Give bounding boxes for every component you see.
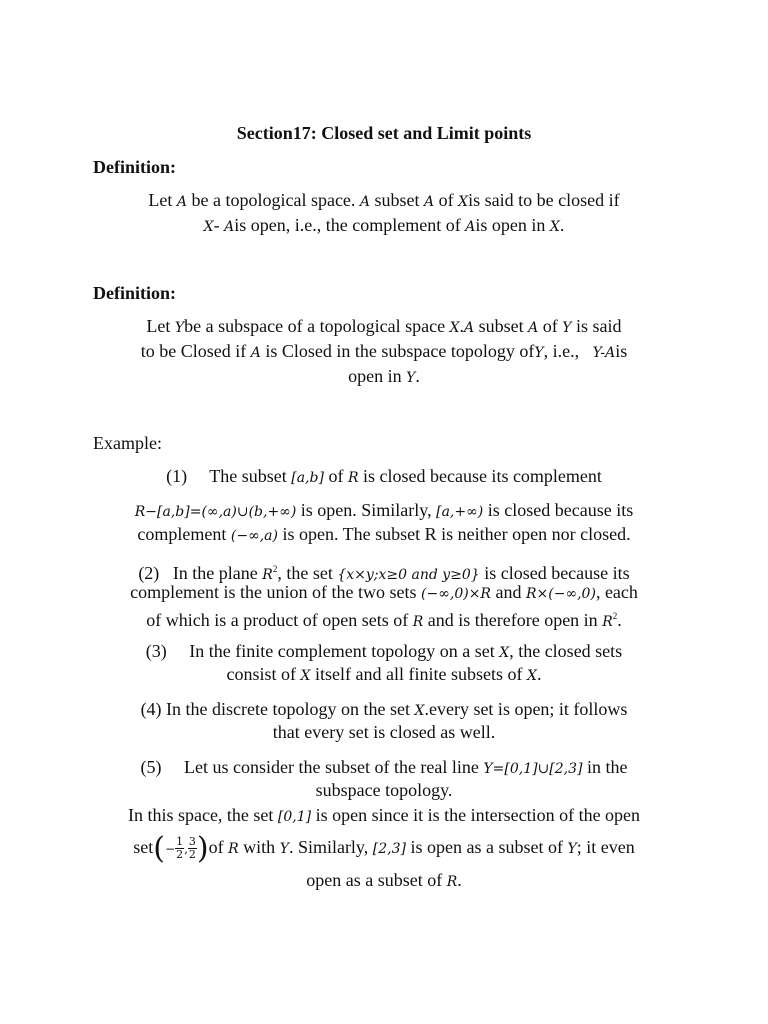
denominator: 2 (176, 848, 184, 862)
example-5-line-1 (0, 756, 768, 780)
text: with (243, 837, 276, 857)
example-1-line-3 (0, 523, 768, 547)
text: Let us consider the subset of the real line (183, 757, 479, 777)
text: .every set is open; it follows (424, 699, 628, 719)
text: is (615, 341, 628, 361)
text: . (617, 610, 622, 630)
text: complement (137, 524, 227, 544)
example-2-line-2 (0, 581, 768, 605)
math-complement-expression: R−[a,b]=(∞,a)∪(b,+∞) (134, 504, 297, 520)
math-A: A (359, 194, 371, 210)
math-Y: Y (406, 370, 416, 386)
math-R: R (347, 470, 359, 486)
math-X: X (449, 320, 460, 336)
text: Let (146, 316, 171, 336)
text: In this space, the set (127, 805, 274, 825)
math-interval-neg-inf-a: (−∞,a) (230, 528, 278, 544)
text: is open. Similarly, (300, 500, 432, 520)
numerator: 3 (188, 835, 196, 849)
math-interval-a-inf: [a,+∞) (436, 504, 484, 520)
text: subset (478, 316, 524, 336)
text: , each (595, 582, 638, 602)
math-X: X (203, 219, 214, 235)
math-interval-ab: [a,b] (291, 470, 324, 486)
example-1-line-1 (0, 465, 768, 489)
numerator: 1 (176, 835, 184, 849)
text: - (213, 215, 220, 235)
text: . (459, 316, 465, 336)
math-Y: Y (534, 345, 544, 361)
text: is said to be closed if (468, 190, 620, 210)
math-A: A (224, 219, 235, 235)
math-R: R (228, 841, 239, 857)
text: of which is a product of open sets of (146, 610, 409, 630)
text: . Similarly, (288, 837, 369, 857)
example-5-line-2: subspace topology. (315, 780, 453, 800)
text: is closed because its (484, 563, 630, 583)
text: is closed because its complement (362, 466, 602, 486)
math-minus: − (165, 842, 176, 856)
math-R: R (446, 874, 458, 890)
definition-1-line-1 (0, 189, 768, 213)
text: . (536, 664, 542, 684)
text: . (415, 366, 420, 386)
math-set-1: (−∞,0)×R (421, 586, 491, 602)
math-set-2: R×(−∞,0) (525, 586, 596, 602)
text: and is therefore open in (427, 610, 598, 630)
text: in the (587, 757, 628, 777)
math-superscript-2: 2 (272, 564, 278, 574)
text: of (438, 190, 454, 210)
example-2-line-3 (0, 605, 768, 633)
text: . (457, 870, 462, 890)
text: In the plane (172, 563, 258, 583)
denominator: 2 (188, 848, 196, 862)
text: be a subspace of a topological space (184, 316, 446, 336)
math-Y: Y (567, 841, 577, 857)
definition-heading-1: Definition: (93, 157, 176, 177)
text: to be Closed if (140, 341, 247, 361)
math-superscript-2: 2 (612, 611, 618, 621)
text: set (133, 837, 154, 857)
math-R: R (262, 567, 273, 583)
math-interval-23: [2,3] (372, 841, 406, 857)
text: is open in (475, 215, 546, 235)
text: In the finite complement topology on a set (189, 641, 495, 661)
example-4-line-2: that every set is closed as well. (272, 722, 496, 742)
math-Y: Y (562, 320, 572, 336)
page-title: Section17: Closed set and Limit points (236, 123, 532, 143)
text: is open. The subset R is neither open nor closed. (282, 524, 631, 544)
text: and (495, 582, 522, 602)
math-open-paren: ( (153, 830, 166, 866)
text: open in (348, 366, 402, 386)
definition-heading-2: Definition: (93, 283, 176, 303)
example-number: (3) (145, 641, 167, 661)
text: ; it even (576, 837, 635, 857)
example-3-line-2 (0, 663, 768, 687)
text: is open as a subset of (410, 837, 563, 857)
text: is said (576, 316, 622, 336)
math-Y-definition: Y=[0,1]∪[2,3] (483, 761, 583, 777)
example-1-line-2 (0, 499, 768, 523)
definition-1-line-2 (0, 214, 768, 238)
text: , the set (277, 563, 333, 583)
definition-2-line-3 (0, 365, 768, 389)
text: be a topological space. (191, 190, 356, 210)
text: The subset (209, 466, 287, 486)
text: consist of (226, 664, 297, 684)
math-Y: Y (279, 841, 289, 857)
text: subset (374, 190, 420, 210)
math-A: A (465, 219, 476, 235)
example-5-line-3 (0, 804, 768, 828)
text: of (328, 466, 344, 486)
math-X: X (458, 194, 469, 210)
example-5-line-4 (0, 830, 768, 866)
math-X: X (549, 219, 560, 235)
text: is open since it is the intersection of the open (315, 805, 641, 825)
math-X: X (526, 668, 537, 684)
example-heading: Example: (93, 433, 162, 453)
math-A: A (464, 320, 475, 336)
text: . (559, 215, 565, 235)
definition-2-line-2 (0, 340, 768, 364)
text: is closed because its (487, 500, 634, 520)
text: is Closed in the subspace topology of (265, 341, 535, 361)
text: complement is the union of the two sets (130, 582, 417, 602)
example-number: (5) (140, 757, 162, 777)
text: (4) In the discrete topology on the set (140, 699, 410, 719)
example-number: (1) (166, 466, 188, 486)
text: of (208, 837, 224, 857)
example-3-line-1 (0, 640, 768, 664)
math-X: X (499, 645, 510, 661)
math-R: R (412, 614, 424, 630)
text: Let (148, 190, 173, 210)
math-Y: Y (174, 320, 185, 336)
math-A: A (176, 194, 187, 210)
math-X: X (414, 703, 425, 719)
math-A: A (250, 345, 261, 361)
text: of (542, 316, 558, 336)
example-5-line-5 (0, 869, 768, 893)
text: , i.e., (543, 341, 580, 361)
math-R: R (602, 614, 613, 630)
example-number: (2) (138, 563, 160, 583)
text: is open, i.e., the complement of (234, 215, 461, 235)
math-X: X (300, 668, 311, 684)
math-Y-minus-A: Y-A (592, 345, 616, 361)
math-interval-01: [0,1] (277, 809, 312, 825)
math-comma: , (184, 842, 188, 856)
example-4-line-1 (0, 698, 768, 722)
definition-2-line-1 (0, 315, 768, 339)
text: open as a subset of (306, 870, 443, 890)
math-A: A (424, 194, 435, 210)
math-set-xy: {x×y;x≥0 and y≥0} (337, 567, 480, 583)
text: , the closed sets (509, 641, 623, 661)
math-fraction-three-halves (188, 836, 197, 861)
math-fraction-half (175, 836, 184, 861)
text: itself and all finite subsets of (315, 664, 523, 684)
math-close-paren: ) (196, 830, 209, 866)
math-A: A (528, 320, 539, 336)
